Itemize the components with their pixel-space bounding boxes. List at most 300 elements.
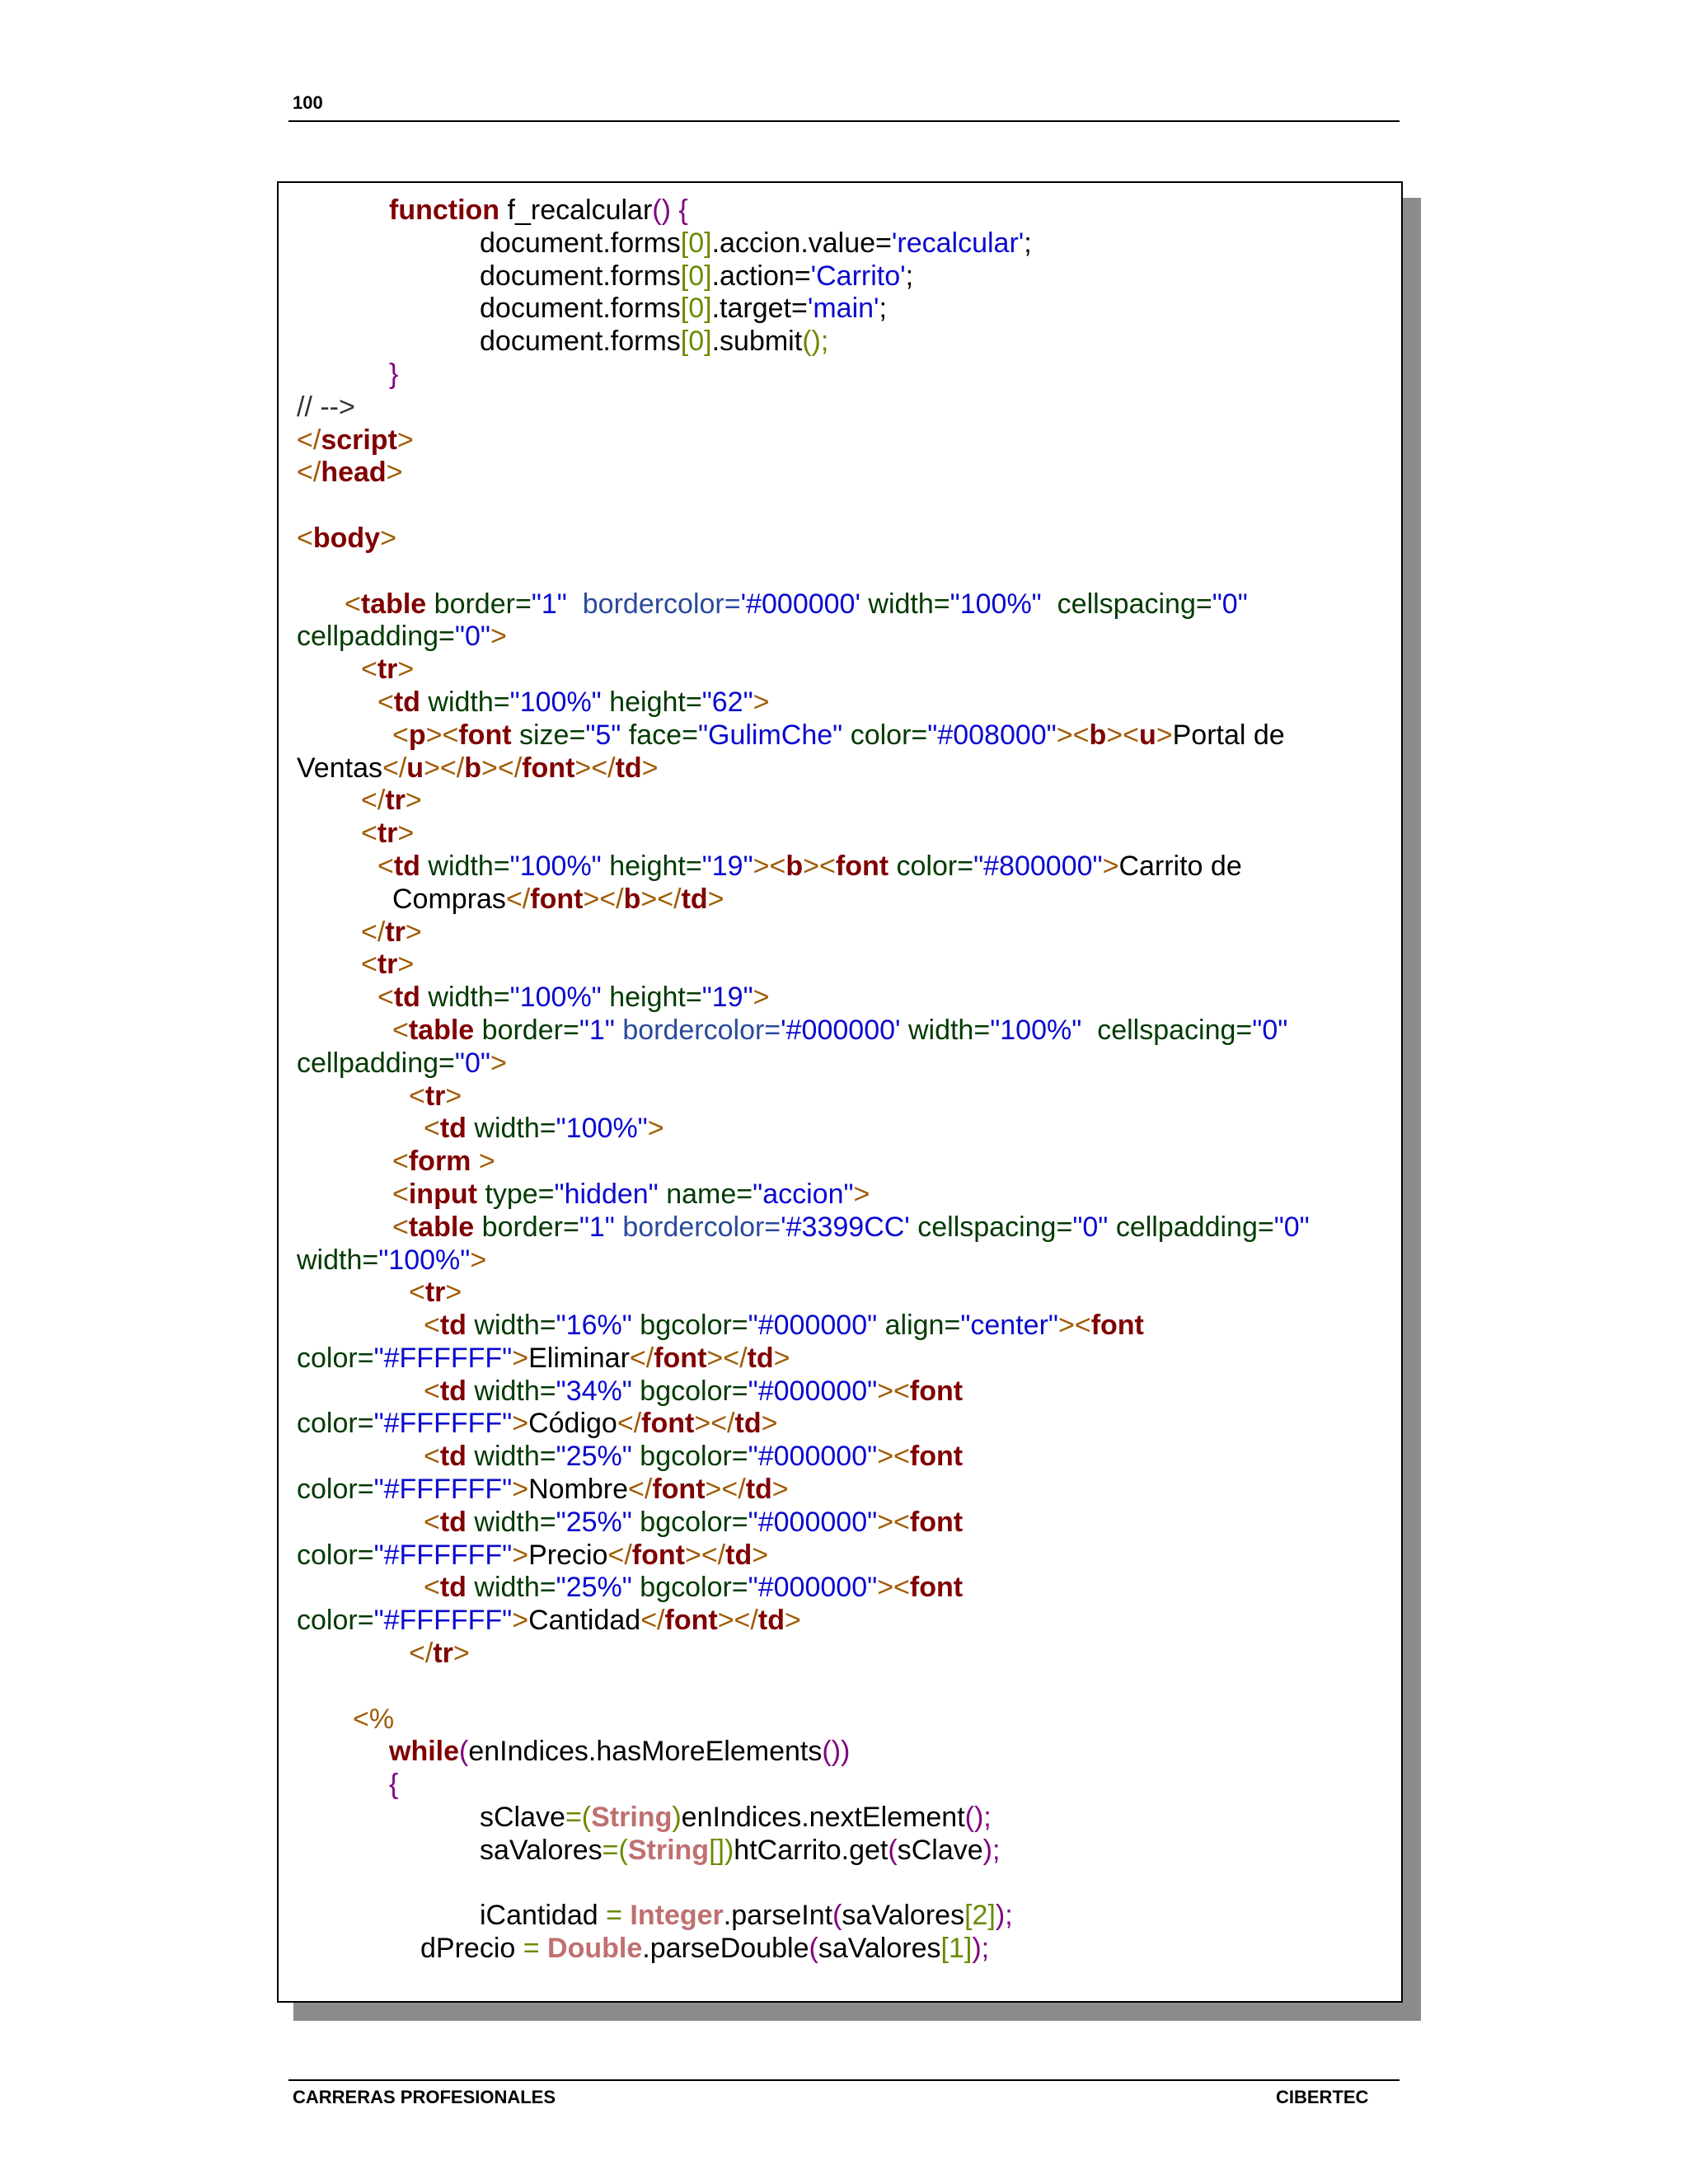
code-token: > [380, 522, 396, 554]
code-token: "#800000" [973, 850, 1103, 882]
code-line [297, 1933, 1385, 1966]
code-token: "0" [1072, 1211, 1109, 1243]
code-token: > [512, 1408, 529, 1440]
code-token: face= [621, 719, 698, 751]
code-token: < [377, 982, 394, 1014]
code-token: </ [505, 883, 531, 915]
code-line [297, 719, 1385, 752]
code-token: < [424, 1441, 440, 1473]
code-token: > [512, 1474, 529, 1506]
code-token: font [1090, 1310, 1144, 1342]
code-token: > [470, 1244, 487, 1276]
code-token: name= [658, 1178, 753, 1210]
code-token: ></ [640, 883, 682, 915]
code-token: b [1089, 719, 1107, 751]
code-token: u [406, 752, 424, 784]
code-token: < [377, 686, 394, 718]
code-token: "0" [1252, 1014, 1288, 1046]
code-token: enIndices.hasMoreElements [468, 1736, 823, 1768]
code-token: font [641, 1408, 695, 1440]
code-token: 'recalcular' [891, 227, 1025, 259]
code-token: "25%" [556, 1506, 632, 1538]
code-token: > [773, 1342, 790, 1374]
code-token: width= [466, 1506, 556, 1538]
code-token: > [1102, 850, 1119, 882]
code-token: () { [652, 194, 688, 226]
code-token: ; [1024, 227, 1032, 259]
code-token: align= [877, 1310, 961, 1342]
code-token: enIndices.nextElement [681, 1802, 965, 1834]
code-token: > [397, 949, 415, 981]
code-token: > [707, 883, 724, 915]
code-token: =( [565, 1802, 592, 1834]
code-token: bordercolor= [566, 588, 741, 620]
code-line [297, 752, 1385, 785]
code-token: ></ [684, 1539, 726, 1571]
code-token: table [360, 588, 427, 620]
code-token: >< [1056, 719, 1090, 751]
code-token: f_recalcular [499, 194, 653, 226]
code-token: font [835, 850, 889, 882]
code-token: = [598, 1900, 631, 1932]
code-token: bgcolor= [631, 1310, 748, 1342]
code-token: td [725, 1539, 753, 1571]
code-token: Compras [392, 883, 506, 915]
code-token: [0] [680, 293, 712, 325]
code-line [297, 1113, 1385, 1146]
code-token: < [424, 1113, 440, 1145]
code-token: td [615, 752, 642, 784]
code-token: td [393, 686, 420, 718]
code-token: < [361, 818, 377, 850]
code-token: < [377, 850, 394, 882]
code-token: </ [628, 1474, 653, 1506]
code-line [297, 654, 1385, 687]
code-token: > [386, 457, 403, 489]
code-token: .forms [603, 227, 681, 259]
code-line [297, 326, 1385, 359]
code-token: "100%" [990, 1014, 1082, 1046]
code-token: cellpadding= [297, 1047, 455, 1079]
code-token: bordercolor= [614, 1211, 781, 1243]
code-token: < [424, 1506, 440, 1538]
code-line [297, 851, 1385, 883]
code-token: '#000000' [740, 588, 860, 620]
code-token: height= [601, 850, 702, 882]
code-token: bgcolor= [631, 1441, 748, 1473]
code-token: = [515, 1933, 548, 1965]
code-line [297, 1507, 1385, 1540]
code-token: "5" [585, 719, 621, 751]
code-line [297, 1179, 1385, 1212]
code-token: tr [433, 1638, 453, 1670]
code-token: tr [377, 949, 398, 981]
code-token: > [761, 1408, 778, 1440]
code-token: iCantidad [480, 1900, 598, 1932]
code-token: "0" [1273, 1211, 1310, 1243]
code-token: tr [377, 654, 398, 686]
code-token: document [480, 227, 603, 259]
code-token: Portal de [1172, 719, 1285, 751]
code-token: height= [601, 686, 702, 718]
code-token: </ [361, 916, 386, 948]
code-token: "16%" [556, 1310, 632, 1342]
code-line [297, 1802, 1385, 1835]
code-token: < [392, 1178, 409, 1210]
code-line [297, 1343, 1385, 1376]
code-token: tr [424, 1080, 446, 1112]
code-token: font [652, 1474, 706, 1506]
code-token: .target= [711, 293, 808, 325]
code-line [297, 1769, 1385, 1802]
code-token: >< [753, 850, 786, 882]
code-token: > [490, 1047, 507, 1079]
code-token: ></ [706, 1342, 748, 1374]
code-token: dPrecio [420, 1933, 516, 1965]
code-token: .action= [711, 260, 811, 292]
code-token: .forms [603, 293, 681, 325]
code-token: color= [889, 850, 974, 882]
code-token: "25%" [556, 1572, 632, 1604]
code-token: "accion" [753, 1178, 854, 1210]
code-token: td [439, 1375, 467, 1407]
code-token: "0" [454, 1047, 490, 1079]
code-token: cellpadding= [297, 621, 455, 653]
code-token: < [361, 949, 377, 981]
code-token: ></ [583, 883, 624, 915]
code-token: font [909, 1572, 964, 1604]
code-token: .parseInt [723, 1900, 833, 1932]
code-token: > [753, 686, 770, 718]
footer-rule [288, 2079, 1400, 2081]
code-token: saValores [480, 1834, 603, 1866]
code-line [297, 818, 1385, 851]
code-token: String [627, 1834, 710, 1866]
code-token: table [408, 1211, 475, 1243]
code-line [297, 260, 1385, 293]
code-token: [0] [680, 227, 712, 259]
code-token: "#FFFFFF" [373, 1408, 513, 1440]
code-token: <% [353, 1703, 395, 1735]
code-token: []) [709, 1834, 734, 1866]
code-token: width= [466, 1375, 556, 1407]
code-token: ( [888, 1834, 898, 1866]
code-token: > [512, 1605, 529, 1637]
code-token: "center" [960, 1310, 1058, 1342]
code-token: ></ [574, 752, 616, 784]
code-line-blank [297, 490, 1385, 523]
code-token: input [408, 1178, 477, 1210]
code-token: "#008000" [927, 719, 1057, 751]
code-token: // --> [297, 391, 355, 423]
code-token: > [396, 424, 414, 456]
code-token: bgcolor= [631, 1375, 748, 1407]
code-token: bgcolor= [631, 1506, 748, 1538]
code-token: </ [640, 1605, 665, 1637]
code-token: font [458, 719, 512, 751]
code-token: ></ [705, 1474, 746, 1506]
code-token: Precio [528, 1539, 608, 1571]
code-token: width= [466, 1310, 556, 1342]
code-token: td [393, 850, 420, 882]
code-token: > [647, 1113, 664, 1145]
code-token: </ [382, 752, 407, 784]
code-token: >< [1057, 1310, 1091, 1342]
code-token: u [1138, 719, 1156, 751]
code-token: ) [672, 1802, 682, 1834]
code-token: Código [528, 1408, 617, 1440]
code-token: ( [809, 1933, 818, 1965]
code-token: "1" [579, 1211, 615, 1243]
code-token: font [664, 1605, 718, 1637]
code-token: < [392, 1014, 409, 1046]
code-token: width= [420, 850, 510, 882]
code-token: "34%" [556, 1375, 632, 1407]
code-token: > [452, 1638, 470, 1670]
code-line [297, 621, 1385, 654]
code-token: < [392, 719, 409, 751]
code-line [297, 1441, 1385, 1474]
code-token: head [321, 457, 387, 489]
code-token: >< [877, 1441, 910, 1473]
code-token: > [397, 654, 415, 686]
code-token: td [745, 1474, 772, 1506]
code-token: ); [982, 1834, 1001, 1866]
code-token: size= [511, 719, 586, 751]
code-line [297, 1080, 1385, 1113]
code-token: width= [297, 1244, 379, 1276]
code-token: font [909, 1375, 964, 1407]
code-line [297, 1572, 1385, 1605]
code-token: document [480, 260, 603, 292]
code-token: td [734, 1408, 762, 1440]
code-line [297, 687, 1385, 719]
code-token: < [424, 1310, 440, 1342]
code-token: (); [964, 1802, 992, 1834]
code-token: "#000000" [748, 1375, 878, 1407]
code-token: height= [601, 982, 702, 1014]
code-token: color= [297, 1474, 374, 1506]
code-token: saValores [842, 1900, 965, 1932]
code-line-blank [297, 1868, 1385, 1900]
code-token: function [389, 194, 500, 226]
code-token: '#000000' [781, 1014, 901, 1046]
code-line [297, 523, 1385, 555]
code-token: 'Carrito' [810, 260, 906, 292]
code-token: .accion.value= [711, 227, 892, 259]
page-number: 100 [293, 92, 323, 113]
code-line [297, 1146, 1385, 1179]
code-token: "1" [579, 1014, 615, 1046]
code-token: "100%" [509, 850, 602, 882]
header-rule [288, 120, 1400, 122]
code-token: >< [425, 719, 459, 751]
code-token: ()) [822, 1736, 851, 1768]
code-token: ( [459, 1736, 469, 1768]
code-line [297, 916, 1385, 949]
code-token: ); [972, 1933, 990, 1965]
code-token: "100%" [556, 1113, 648, 1145]
code-line [297, 1638, 1385, 1671]
code-token: color= [297, 1539, 374, 1571]
code-line [297, 883, 1385, 916]
code-token: '#3399CC' [781, 1211, 910, 1243]
code-line [297, 1835, 1385, 1868]
code-token: < [392, 1146, 409, 1178]
code-token: "25%" [556, 1441, 632, 1473]
code-token: "#000000" [748, 1310, 878, 1342]
code-token: font [631, 1539, 685, 1571]
code-token: } [389, 358, 399, 390]
code-token: td [393, 982, 420, 1014]
code-line [297, 785, 1385, 818]
code-token: "GulimChe" [697, 719, 843, 751]
code-token: > [405, 916, 422, 948]
code-line [297, 1047, 1385, 1080]
code-line [297, 1540, 1385, 1572]
code-token: saValores [818, 1933, 941, 1965]
code-token: b [623, 883, 641, 915]
footer-right-label: CIBERTEC [1276, 2087, 1369, 2107]
code-line [297, 359, 1385, 391]
code-line [297, 588, 1385, 621]
code-token: > [752, 1539, 769, 1571]
code-token: > [445, 1277, 462, 1309]
code-token: .submit [711, 326, 803, 358]
code-token: [0] [680, 326, 712, 358]
code-token: Carrito de [1118, 850, 1242, 882]
code-token: document [480, 326, 603, 358]
code-token: "#FFFFFF" [373, 1539, 513, 1571]
code-token: </ [361, 785, 386, 817]
code-token: .forms [603, 260, 681, 292]
code-line [297, 227, 1385, 260]
code-token: "1" [531, 588, 567, 620]
code-token: "19" [701, 850, 753, 882]
code-token: < [424, 1375, 440, 1407]
code-token: document [480, 293, 603, 325]
code-token: < [409, 1080, 425, 1112]
code-token: type= [476, 1178, 555, 1210]
code-token: "#FFFFFF" [373, 1605, 513, 1637]
code-line [297, 1704, 1385, 1736]
code-line [297, 1310, 1385, 1343]
code-line-blank [297, 1671, 1385, 1704]
code-token: ( [832, 1900, 842, 1932]
code-token: b [464, 752, 482, 784]
code-token: color= [297, 1408, 374, 1440]
code-token: td [439, 1310, 467, 1342]
code-token: p [408, 719, 426, 751]
code-token: < [345, 588, 361, 620]
code-token: =( [602, 1834, 628, 1866]
code-token: form [408, 1146, 471, 1178]
code-token: .parseDouble [642, 1933, 809, 1965]
code-token: [1] [940, 1933, 973, 1965]
code-token: Eliminar [528, 1342, 630, 1374]
code-token: [0] [680, 260, 712, 292]
code-token: > [445, 1080, 462, 1112]
code-token: >< [877, 1375, 910, 1407]
code-token: td [439, 1441, 467, 1473]
code-token: > [784, 1605, 801, 1637]
code-token: "62" [701, 686, 753, 718]
code-token: b [785, 850, 804, 882]
code-token: > [641, 752, 659, 784]
code-line [297, 424, 1385, 457]
code-token: > [771, 1474, 789, 1506]
code-token: width= [466, 1113, 556, 1145]
code-token: </ [297, 457, 321, 489]
code-token: Double [547, 1933, 643, 1965]
code-token: < [392, 1211, 409, 1243]
code-token: width= [900, 1014, 991, 1046]
code-token: body [312, 522, 381, 554]
code-token: "100%" [378, 1244, 471, 1276]
code-token: tr [385, 916, 406, 948]
code-token: > [853, 1178, 870, 1210]
code-token: </ [629, 1342, 654, 1374]
code-token: while [389, 1736, 460, 1768]
code-token: "0" [454, 621, 490, 653]
code-token: Integer [630, 1900, 724, 1932]
code-line [297, 1376, 1385, 1408]
code-token: tr [385, 785, 406, 817]
code-token: [2] [964, 1900, 996, 1932]
code-line [297, 1736, 1385, 1769]
code-token: </ [409, 1638, 434, 1670]
code-token: "19" [701, 982, 753, 1014]
code-token: font [909, 1506, 964, 1538]
code-token: color= [297, 1605, 374, 1637]
code-line [297, 194, 1385, 227]
code-line [297, 1900, 1385, 1933]
code-token: font [654, 1342, 707, 1374]
code-line [297, 1277, 1385, 1310]
code-token: < [409, 1277, 425, 1309]
code-token: ></ [481, 752, 523, 784]
code-token: String [591, 1802, 673, 1834]
code-line [297, 1244, 1385, 1277]
code-token: td [681, 883, 708, 915]
code-line [297, 293, 1385, 326]
code-token: > [490, 621, 507, 653]
code-token: > [753, 982, 770, 1014]
code-token: font [909, 1441, 964, 1473]
code-token: sClave [480, 1802, 565, 1834]
code-token: "100%" [950, 588, 1042, 620]
code-token: Ventas [297, 752, 382, 784]
code-token: < [361, 654, 377, 686]
code-token: .forms [603, 326, 681, 358]
code-token: "0" [1212, 588, 1248, 620]
code-line [297, 1474, 1385, 1507]
code-token: </ [617, 1408, 642, 1440]
code-token: "hidden" [554, 1178, 659, 1210]
code-line [297, 391, 1385, 424]
code-line [297, 1015, 1385, 1047]
code-token: ></ [717, 1605, 758, 1637]
code-line [297, 1605, 1385, 1638]
code-token: ></ [424, 752, 465, 784]
code-token: font [522, 752, 575, 784]
code-token: > [512, 1539, 529, 1571]
code-token: td [439, 1572, 467, 1604]
code-token: width= [466, 1441, 556, 1473]
code-token: script [321, 424, 397, 456]
code-token: table [408, 1014, 475, 1046]
code-token: border= [474, 1014, 579, 1046]
